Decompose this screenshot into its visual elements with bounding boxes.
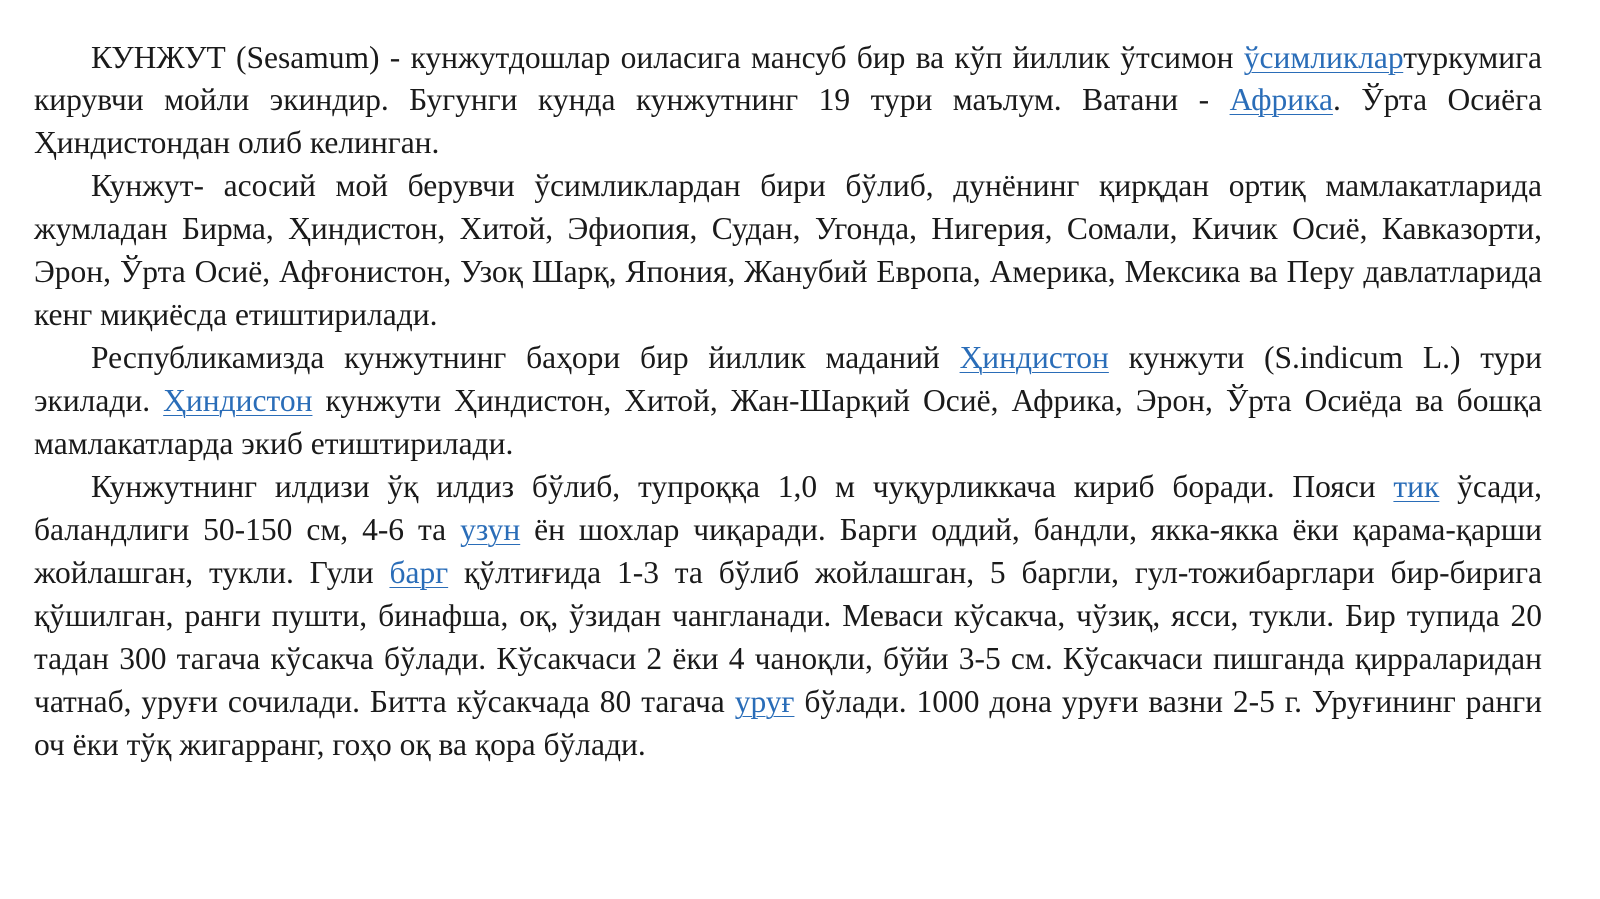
text-run: КУНЖУТ (Sesamum) - кунжутдошлар оиласига мансуб бир ва кўп йиллик ўтсимон bbox=[91, 40, 1244, 75]
text-run: Кунжутнинг илдизи ўқ илдиз бўлиб, тупроққа 1,0 м чуқурликкача кириб боради. Пояси bbox=[91, 469, 1394, 504]
text-run: қўлтиғида 1-3 та бўлиб жойлашган, 5 баргли, гул-тожибарглари бир-бирига қўшилган, ранги пушти, бинафша, оқ, ўзидан чангланади. Меваси кўсакча, чўзиқ, ясси, тукли. Бир тупида 20 тадан 300 тагача кўсакча бўлади. Кўсакчаси 2 ёки 4 чаноқли, бўйи 3-5 см. Кўсакчаси пишганда қирраларидан чатнаб, уруғи сочилади. Битта кўсакчада 80 тагача bbox=[34, 555, 1542, 719]
text-run: кунжути Ҳиндистон, Хитой, Жан-Шарқий Осиё, Африка, Эрон, Ўрта Осиёда ва бошқа мамлакатларда экиб етиштирилади. bbox=[34, 383, 1542, 461]
link-afrika[interactable]: Африка bbox=[1229, 82, 1333, 117]
text-run: туркумига кирувчи мойли экиндир. Бугунги кунда кунжутнинг 19 тури маълум. Ватани - bbox=[34, 40, 1542, 117]
paragraph-intro bbox=[34, 38, 1542, 164]
text-run: Республикамизда кунжутнинг баҳори бир йиллик маданий bbox=[91, 340, 960, 375]
text-run: бўлади. 1000 дона уруғи вазни 2-5 г. Уруғининг ранги оч ёки тўқ жигарранг, гоҳо оқ ва қора бўлади. bbox=[34, 684, 1543, 762]
link-uzun[interactable]: узун bbox=[460, 512, 521, 547]
link-hindiston-2[interactable]: Ҳиндистон bbox=[163, 383, 313, 418]
text-run: ён шохлар чиқаради. Барги оддий, бандли, якка-якка ёки қарама-қарши жойлашган, тукли. Гули bbox=[34, 512, 1542, 590]
paragraph-distribution bbox=[34, 164, 1542, 336]
text-run: . Ўрта Осиёга Ҳиндистондан олиб келинган. bbox=[34, 82, 1542, 160]
text-run: Кунжут- асосий мой берувчи ўсимликлардан бири бўлиб, дунёнинг қирқдан ортиқ мамлакатларида жумладан Бирма, Ҳиндистон, Хитой, Эфиопия, Судан, Угонда, Нигерия, Сомали, Кичик Осиё, Кавказорти, Эрон, Ўрта Осиё, Афғонистон, Узоқ Шарқ, Япония, Жанубий Европа, Америка, Мексика ва Перу давлатларида кенг миқиёсда етиштирилади. bbox=[34, 168, 1542, 332]
document-body bbox=[34, 38, 1542, 766]
link-usimliklar[interactable]: ўсимликлар bbox=[1243, 40, 1404, 75]
text-run: ўсади, баландлиги 50-150 см, 4-6 та bbox=[34, 469, 1542, 547]
link-barg[interactable]: барг bbox=[389, 555, 449, 590]
paragraph-cultivation bbox=[34, 336, 1542, 465]
text-run: кунжути (S.indicum L.) тури экилади. bbox=[34, 340, 1542, 418]
link-urug[interactable]: уруғ bbox=[734, 684, 795, 719]
link-tik[interactable]: тик bbox=[1393, 469, 1440, 504]
link-hindiston-1[interactable]: Ҳиндистон bbox=[959, 340, 1109, 375]
paragraph-morphology bbox=[34, 465, 1542, 766]
